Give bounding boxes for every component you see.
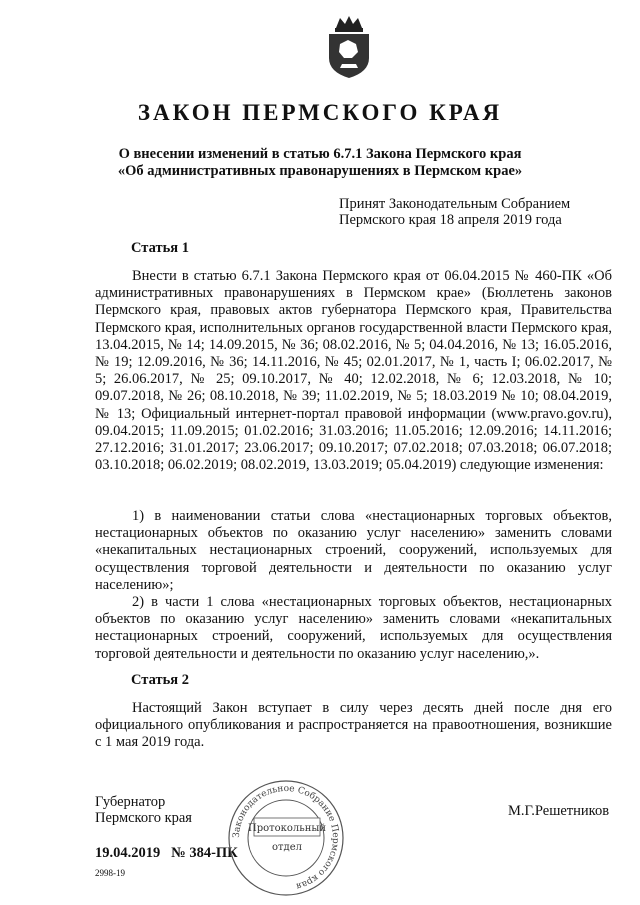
- official-stamp-icon: [226, 778, 346, 898]
- article-1-item-2: 2) в части 1 слова «нестационарных торговых объектов, нестационарных объектов по оказанию услуг населению» заменить словами «некапитальных нестационарных строений, сооружений, используемых для осуществления торговой деятельности и деятельности по оказанию услуг населению,».: [95, 594, 612, 662]
- stamp-ring-text: Законодательное Собрание Пермского края: [231, 783, 341, 891]
- adoption-note: [339, 196, 570, 228]
- adoption-line-2: Пермского края 18 апреля 2019 года: [339, 212, 562, 228]
- law-date-number: 19.04.2019 № 384-ПК: [95, 845, 238, 861]
- signer-position: [95, 794, 192, 826]
- adoption-line-1: Принят Законодательным Собранием: [339, 196, 571, 212]
- law-title: ЗАКОН ПЕРМСКОГО КРАЯ: [137, 100, 503, 125]
- law-subtitle: [0, 146, 640, 180]
- subtitle-line-1: О внесении изменений в статью 6.7.1 Закона Пермского края: [118, 146, 522, 162]
- article-1-intro: Внести в статью 6.7.1 Закона Пермского края от 06.04.2015 № 460-ПК «Об административных правонарушениях в Пермском крае» (Бюллетень законов Пермского края, правовых актов губернатора Пермского края, Правительства Пермского края, исполнительных органов государственной власти Пермского края, 13.04.2015, № 14; 14.09.2015, № 36; 08.02.2016, № 5; 04.04.2016, № 13; 16.05.2016, № 19; 12.09.2016, № 36; 14.11.2016, № 45; 02.01.2017, № 1, часть I; 06.02.2017, № 5; 26.06.2017, № 25; 09.10.2017, № 40; 12.02.2018, № 6; 12.03.2018, № 10; 09.07.2018, № 26; 08.10.2018, № 39; 11.02.2019, № 5; 18.03.2019 № 10; 08.04.2019, № 13; Официальный интернет-портал правовой информации (www.pravo.gov.ru), 09.04.2015; 11.09.2015; 01.02.2016; 31.03.2016; 11.05.2016; 12.09.2016; 14.11.2016; 27.12.2016; 31.01.2017; 23.06.2017; 09.10.2017; 07.02.2018; 07.03.2018; 06.07.2018; 03.10.2018; 06.02.2019; 08.02.2019, 13.03.2019; 05.04.2019) следующие изменения:: [95, 268, 612, 474]
- article-2-heading: Статья 2: [131, 672, 189, 688]
- stamp-center-line-1: Протокольный: [247, 823, 327, 834]
- document-code: 2998-19: [95, 868, 125, 878]
- article-1-heading: Статья 1: [131, 240, 189, 256]
- signer-position-line-2: Пермского края: [95, 810, 192, 826]
- signer-name: М.Г.Решетников: [508, 803, 610, 819]
- stamp-center-line-2: отдел: [272, 842, 302, 853]
- article-1-item-1: 1) в наименовании статьи слова «нестационарных торговых объектов, нестационарных объектов по оказанию услуг населению» заменить словами «некапитальных нестационарных строений, сооружений, используемых для осуществления торговой деятельности и деятельности по оказанию услуг населению»;: [95, 508, 612, 593]
- subtitle-line-2: «Об административных правонарушениях в Пермском крае»: [117, 163, 523, 179]
- coat-of-arms-icon: [324, 14, 374, 80]
- signer-position-line-1: Губернатор: [95, 794, 166, 810]
- article-2-text: Настоящий Закон вступает в силу через десять дней после дня его официального опубликования и распространяется на правоотношения, возникшие с 1 мая 2019 года.: [95, 700, 612, 751]
